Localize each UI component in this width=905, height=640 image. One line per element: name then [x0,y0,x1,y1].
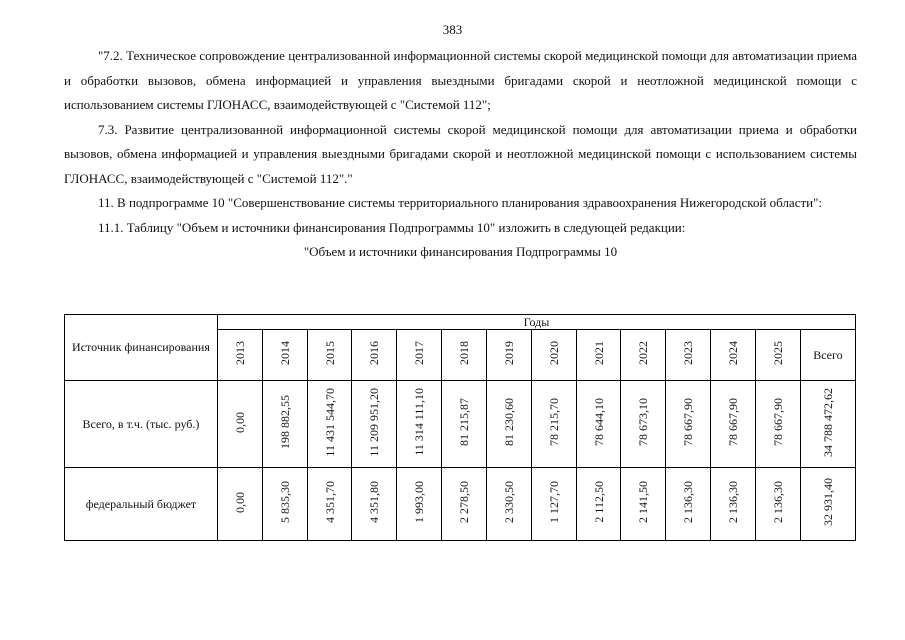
page-number: 383 [442,22,463,37]
cell-federal-2024: 2 136,30 [711,468,756,541]
paragraph-7-3: 7.3. Развитие централизованной информационной системы скорой медицинской помощи для автоматизации приема и обработки вызовов, обмена информацией и управления выездными бригадами скорой и неотложной медицинской помощи с использованием системы ГЛОНАСС, взаимодействующей с "Системой 112"." [64,121,857,186]
year-header-2025: 2025 [756,330,801,381]
cell-federal-2015: 4 351,70 [307,468,352,541]
cell-total-2017: 11 314 111,10 [397,381,442,468]
cell-federal-2023: 2 136,30 [666,468,711,541]
cell-federal-2019: 2 330,50 [486,468,531,541]
table-row-total [65,381,856,468]
cell-federal-2016: 4 351,80 [352,468,397,541]
source-header: Источник финансирования [65,315,218,381]
cell-total-2013: 0,00 [217,381,262,468]
cell-total-2021: 78 644,10 [576,381,621,468]
cell-total-sum: 34 788 472,62 [800,381,855,468]
years-header: Годы [217,315,855,330]
cell-total-2019: 81 230,60 [486,381,531,468]
year-header-2024: 2024 [711,330,756,381]
cell-federal-2017: 1 993,00 [397,468,442,541]
year-header-2016: 2016 [352,330,397,381]
total-header: Всего [800,330,855,381]
cell-total-2016: 11 209 951,20 [352,381,397,468]
paragraph-7-2: "7.2. Техническое сопровождение централизованной информационной системы скорой медицинской помощи для автоматизации приема и обработки вызовов, обмена информацией и управления выездными бригадами скорой и неотложной медицинской помощи с использованием системы ГЛОНАСС, взаимодействующей с "Системой 112"; [64,48,857,112]
year-header-2019: 2019 [486,330,531,381]
cell-federal-2014: 5 835,30 [262,468,307,541]
cell-federal-2020: 1 127,70 [531,468,576,541]
cell-federal-2018: 2 278,50 [442,468,487,541]
cell-total-2023: 78 667,90 [666,381,711,468]
cell-total-2024: 78 667,90 [711,381,756,468]
year-header-2014: 2014 [262,330,307,381]
financing-table [64,314,856,541]
paragraph-11-1: 11.1. Таблицу "Объем и источники финансирования Подпрограммы 10" изложить в следующей редакции: [98,219,686,235]
cell-total-2022: 78 673,10 [621,381,666,468]
row-label-total: Всего, в т.ч. (тыс. руб.) [65,381,218,468]
cell-federal-sum: 32 931,40 [800,468,855,541]
cell-total-2020: 78 215,70 [531,381,576,468]
paragraph-11: 11. В подпрограмме 10 "Совершенствование системы территориального планирования здравоохранения Нижегородской области": [98,195,823,210]
year-header-2017: 2017 [397,330,442,381]
table-row-federal [65,468,856,541]
year-header-2015: 2015 [307,330,352,381]
cell-total-2018: 81 215,87 [442,381,487,468]
cell-total-2025: 78 667,90 [756,381,801,468]
year-header-2020: 2020 [531,330,576,381]
year-header-2018: 2018 [442,330,487,381]
document-body [64,44,857,265]
cell-federal-2013: 0,00 [217,468,262,541]
cell-federal-2021: 2 112,50 [576,468,621,541]
year-header-2021: 2021 [576,330,621,381]
cell-total-2015: 11 431 544,70 [307,381,352,468]
row-label-federal: федеральный бюджет [65,468,218,541]
year-header-2023: 2023 [666,330,711,381]
year-header-2022: 2022 [621,330,666,381]
year-header-2013: 2013 [217,330,262,381]
cell-total-2014: 198 882,55 [262,381,307,468]
cell-federal-2025: 2 136,30 [756,468,801,541]
table-caption: "Объем и источники финансирования Подпрограммы 10 [303,244,618,259]
cell-federal-2022: 2 141,50 [621,468,666,541]
